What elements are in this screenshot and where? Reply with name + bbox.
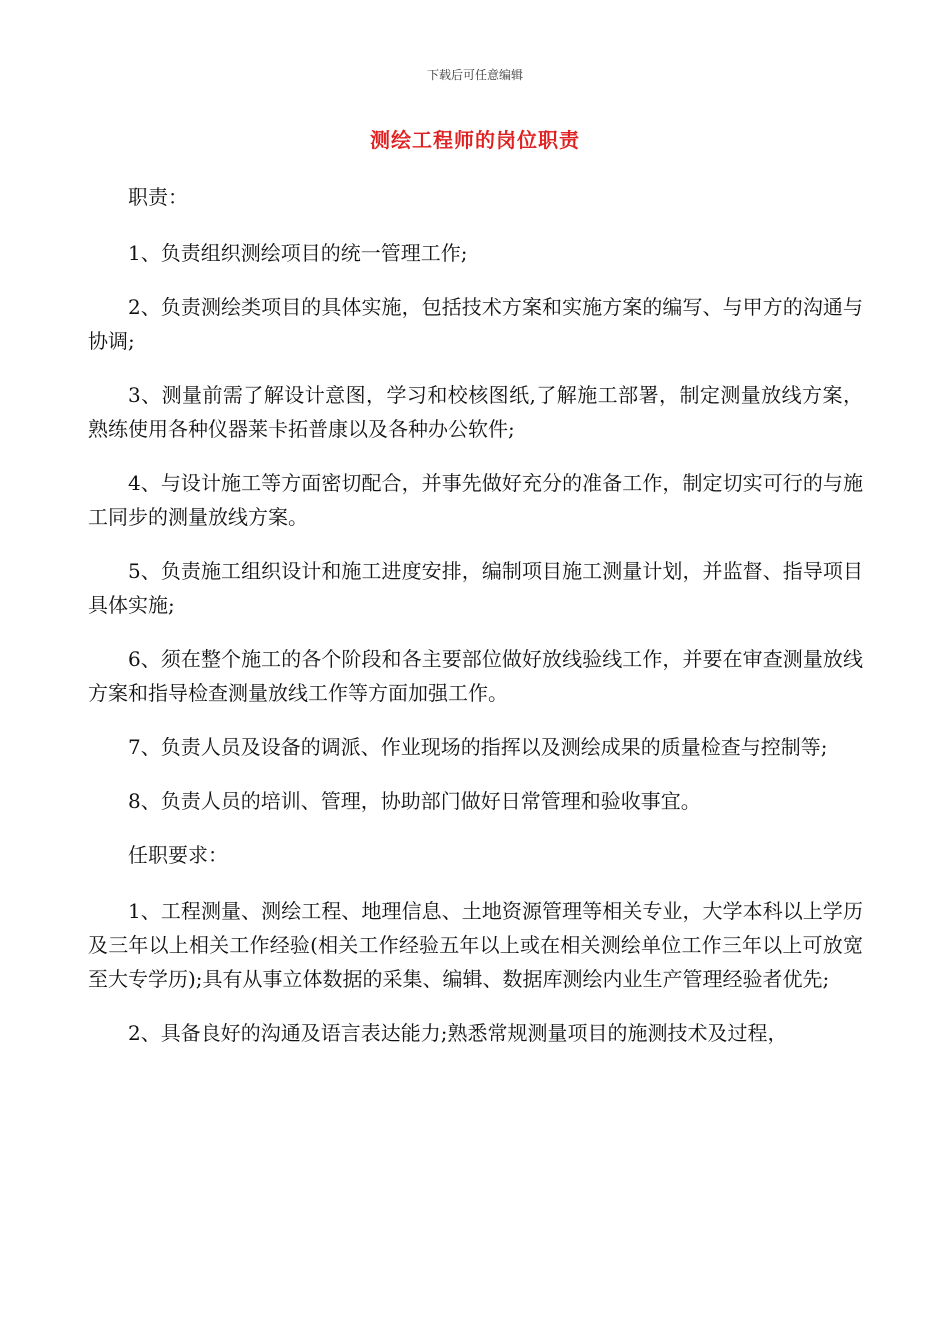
duty-item-1: 1、负责组织测绘项目的统一管理工作; — [128, 241, 468, 265]
duty-item-6: 6、须在整个施工的各个阶段和各主要部位做好放线验线工作，并要在审查测量放线方案和指导检查测量放线工作等方面加强工作。 — [88, 647, 863, 705]
document-body — [88, 180, 863, 1070]
duty-item-5: 5、负责施工组织设计和施工进度安排，编制项目施工测量计划，并监督、指导项目具体实施; — [88, 559, 863, 617]
duty-item-7: 7、负责人员及设备的调派、作业现场的指挥以及测绘成果的质量检查与控制等; — [128, 735, 828, 759]
requirement-item-2: 2、具备良好的沟通及语言表达能力;熟悉常规测量项目的施测技术及过程， — [128, 1021, 788, 1045]
duty-item-4: 4、与设计施工等方面密切配合，并事先做好充分的准备工作，制定切实可行的与施工同步的测量放线方案。 — [88, 471, 863, 529]
duty-item-3: 3、测量前需了解设计意图，学习和校核图纸,了解施工部署，制定测量放线方案，熟练使用各种仪器莱卡拓普康以及各种办公软件; — [88, 383, 863, 441]
requirement-item-1: 1、工程测量、测绘工程、地理信息、土地资源管理等相关专业，大学本科以上学历及三年以上相关工作经验(相关工作经验五年以上或在相关测绘单位工作三年以上可放宽至大专学历);具有从事立体数据的采集、编辑、数据库测绘内业生产管理经验者优先; — [88, 899, 863, 991]
duty-item-8: 8、负责人员的培训、管理，协助部门做好日常管理和验收事宜。 — [128, 789, 701, 813]
section-heading-duties: 职责： — [128, 185, 188, 209]
document-title: 测绘工程师的岗位职责 — [370, 128, 580, 152]
section-heading-requirements: 任职要求： — [128, 843, 228, 867]
duty-item-2: 2、负责测绘类项目的具体实施，包括技术方案和实施方案的编写、与甲方的沟通与协调; — [88, 295, 863, 353]
header-note: 下载后可任意编辑 — [426, 68, 523, 82]
